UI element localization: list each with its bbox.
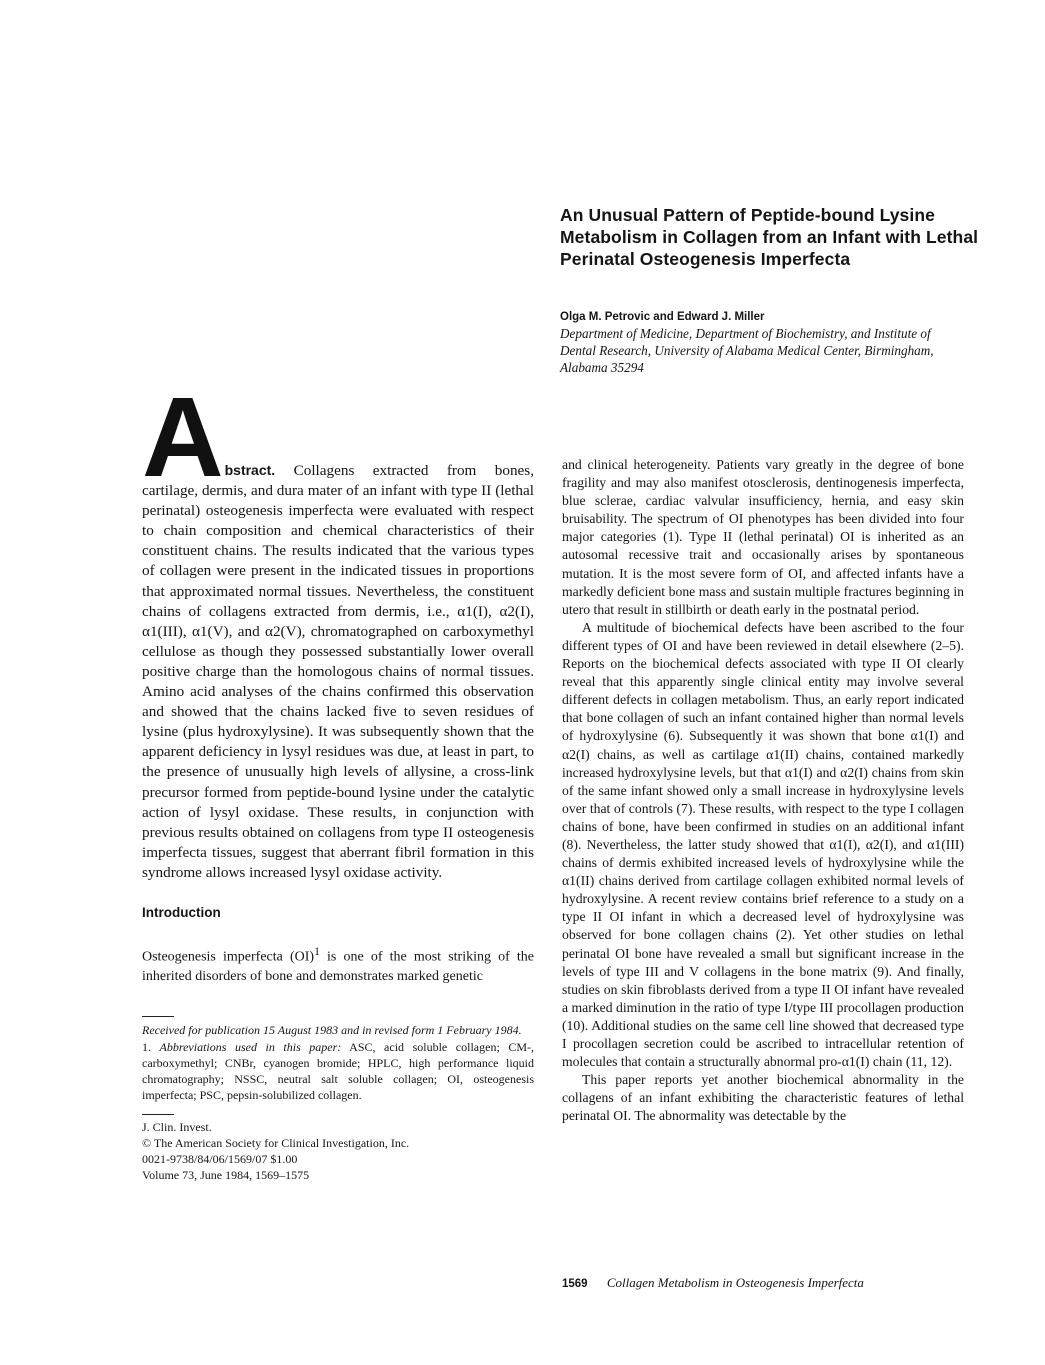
intro-paragraph-2: A multitude of biochemical defects have been ascribed to the four different types of OI and have been reviewed in detail elsewhere (2–5). Reports on the biochemical defects associated with type II OI clearly reveal that this apparently single clinical entity may involve several different defects in collagen metabolism. Thus, an early report indicated that bone collagen of such an infant contained higher than normal levels of hydroxylysine (6). Subsequently it was shown that bone α1(I) and α2(I) chains, as well as cartilage α1(II) chains, contained markedly increased hydroxylysine levels, but that α1(I) and α2(I) chains from skin of the same infant showed only a small increase in hydroxylysine levels over that of controls (7). These results, with respect to the type I collagen chains of bone, have been confirmed in studies on an additional infant (8). Nevertheless, the latter study showed that α1(I), α2(I), and α1(III) chains of dermis exhibited increased levels of hydroxylysine while the α1(II) chains derived from cartilage collagen exhibited normal levels of hydroxylysine. A recent review contains brief reference to a study on a type II OI infant in which a decreased level of hydroxylysine was observed for bone collagen chains (2). Yet other studies on lethal perinatal OI bone have revealed a small but significant increase in the levels of type III and V collagens in the bone matrix (9). And finally, studies on skin fibroblasts derived from a type II OI infant have revealed a marked diminution in the ratio of type I/type III procollagen production (10). Additional studies on the same cell line showed that decreased type I procollagen secretion could be ascribed to intracellular retention of molecules that contain a structurally abnormal pro-α1(I) chain (11, 12). — [562, 619, 964, 1070]
volume-line: Volume 73, June 1984, 1569–1575 — [142, 1167, 310, 1182]
abbreviations-text: ASC, acid soluble collagen; CM-, carboxymethyl; CNBr, cyanogen bromide; HPLC, high performance liquid chromatography; NSSC, neutral salt soluble collagen; OI, osteogenesis imperfecta; PSC, pepsin-solubilized collagen. — [142, 1040, 534, 1102]
journal-info — [142, 1119, 534, 1183]
page-footer — [562, 1275, 864, 1291]
introduction-heading: Introduction — [142, 904, 221, 920]
article-code: 0021-9738/84/06/1569/07 $1.00 — [142, 1151, 298, 1166]
page-number: 1569 — [562, 1278, 588, 1290]
article-title: An Unusual Pattern of Peptide-bound Lysine Metabolism in Collagen from an Infant with Lethal Perinatal Osteogenesis Imperfecta — [560, 205, 979, 269]
journal-info-rule — [142, 1114, 174, 1115]
abbreviations-lead: Abbreviations used in this paper: — [159, 1040, 342, 1055]
intro-text-part-2: is one of the most striking of the inherited disorders of bone and demonstrates marked genetic — [142, 949, 534, 984]
abbreviations-number: 1. — [142, 1040, 151, 1055]
intro-paragraph-1: and clinical heterogeneity. Patients vary greatly in the degree of bone fragility and may also manifest otosclerosis, dentinogenesis imperfecta, blue sclerae, cardiac valvular insufficiency, hernia, and easy skin bruisability. The spectrum of OI phenotypes has been divided into four major categories (1). Type II (lethal perinatal) OI is inherited as an autosomal recessive trait and occasionally arises by spontaneous mutation. It is the most severe form of OI, and affected infants have a markedly deficient bone mass and sustain multiple fractures beginning in utero that result in stillbirth or death early in the postnatal period. — [562, 457, 964, 617]
intro-text-part-1: Osteogenesis imperfecta (OI) — [142, 949, 315, 965]
abstract — [142, 374, 534, 883]
footnote-marker: 1 — [314, 944, 320, 958]
left-column — [142, 374, 534, 1183]
abstract-text: Collagens extracted from bones, cartilage, dermis, and dura mater of an infant with type II (lethal perinatal) osteogenesis imperfecta were evaluated with respect to chain composition and chemical characteristics of their constituent chains. The results indicated that the various types of collagen were present in the indicated tissues in proportions that approximated normal tissues. Nevertheless, the constituent chains of collagens extracted from dermis, i.e., α1(I), α2(I), α1(III), α1(V), and α2(V), chromatographed on carboxymethyl cellulose as though they possessed substantially lower overall positive charge than the homologous chains of normal tissues. Amino acid analyses of the chains confirmed this observation and showed that the chains lacked five to seven residues of lysine (plus hydroxylysine). It was subsequently shown that the apparent deficiency in lysyl residues was due, at least in part, to the presence of unusually high levels of allysine, a cross-link precursor formed from peptide-bound lysine under the catalytic action of lysyl oxidase. These results, in conjunction with previous results obtained on collagens from type II osteogenesis imperfecta tissues, suggest that aberrant fibril formation in this syndrome allows increased lysyl oxidase activity. — [142, 462, 534, 881]
copyright-line: © The American Society for Clinical Investigation, Inc. — [142, 1135, 410, 1150]
received-footnote: Received for publication 15 August 1983 and in revised form 1 February 1984. — [142, 1022, 522, 1037]
journal-name: J. Clin. Invest. — [142, 1119, 212, 1134]
right-column — [562, 456, 964, 1125]
introduction-paragraph-left — [142, 942, 534, 986]
intro-paragraph-3: This paper reports yet another biochemical abnormality in the collagens of an infant exhibiting the characteristic features of lethal perinatal OI. The abnormality was detectable by the — [562, 1072, 964, 1124]
author-affiliation: Department of Medicine, Department of Biochemistry, and Institute of Dental Research, University of Alabama Medical Center, Birmingham, Alabama 35294 — [560, 326, 934, 375]
footnote-rule — [142, 1016, 174, 1017]
article-authors: Olga M. Petrovic and Edward J. Miller — [560, 311, 765, 323]
abbreviations-footnote — [142, 1040, 534, 1103]
abstract-drop-cap: A — [142, 374, 224, 500]
abstract-lead: bstract. — [224, 462, 276, 478]
running-title: Collagen Metabolism in Osteogenesis Imperfecta — [606, 1275, 864, 1290]
